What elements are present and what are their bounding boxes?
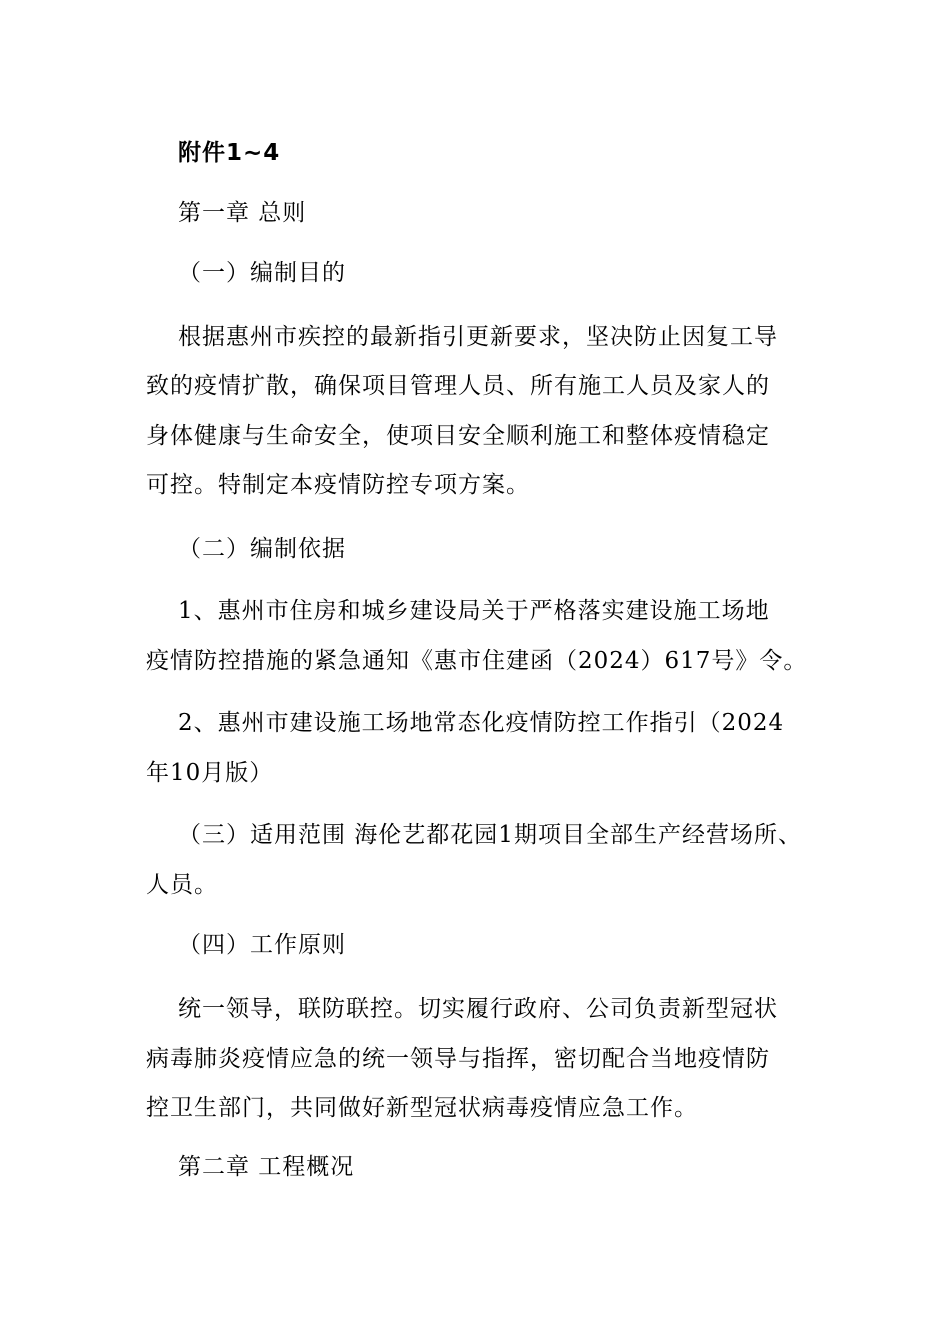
basis-item1-line: 1、惠州市住房和城乡建设局关于严格落实建设施工场地 xyxy=(178,598,770,624)
section1-body-line: 身体健康与生命安全，使项目安全顺利施工和整体疫情稳定 xyxy=(146,423,770,449)
section4-heading: （四）工作原则 xyxy=(178,932,346,958)
chapter1-title: 第一章 总则 xyxy=(178,200,307,226)
section3-line: （三）适用范围 海伦艺都花园1期项目全部生产经营场所、 xyxy=(178,822,802,848)
basis-item2-line: 2、惠州市建设施工场地常态化疫情防控工作指引（2024 xyxy=(178,710,785,736)
basis-item2-line: 年10月版） xyxy=(146,760,274,786)
section2-heading: （二）编制依据 xyxy=(178,536,346,562)
attachment-title: 附件1~4 xyxy=(178,140,281,166)
section1-body-line: 可控。特制定本疫情防控专项方案。 xyxy=(146,472,530,498)
section4-body-line: 控卫生部门，共同做好新型冠状病毒疫情应急工作。 xyxy=(146,1095,698,1121)
section4-body-line: 统一领导，联防联控。切实履行政府、公司负责新型冠状 xyxy=(178,996,778,1022)
section1-heading: （一）编制目的 xyxy=(178,260,346,286)
section4-body-line: 病毒肺炎疫情应急的统一领导与指挥，密切配合当地疫情防 xyxy=(146,1046,770,1072)
basis-item1-line: 疫情防控措施的紧急通知《惠市住建函（2024）617号》令。 xyxy=(146,648,808,674)
chapter2-title: 第二章 工程概况 xyxy=(178,1154,355,1180)
section1-body-line: 根据惠州市疾控的最新指引更新要求，坚决防止因复工导 xyxy=(178,324,778,350)
section3-line: 人员。 xyxy=(146,872,218,898)
section1-body-line: 致的疫情扩散，确保项目管理人员、所有施工人员及家人的 xyxy=(146,373,770,399)
